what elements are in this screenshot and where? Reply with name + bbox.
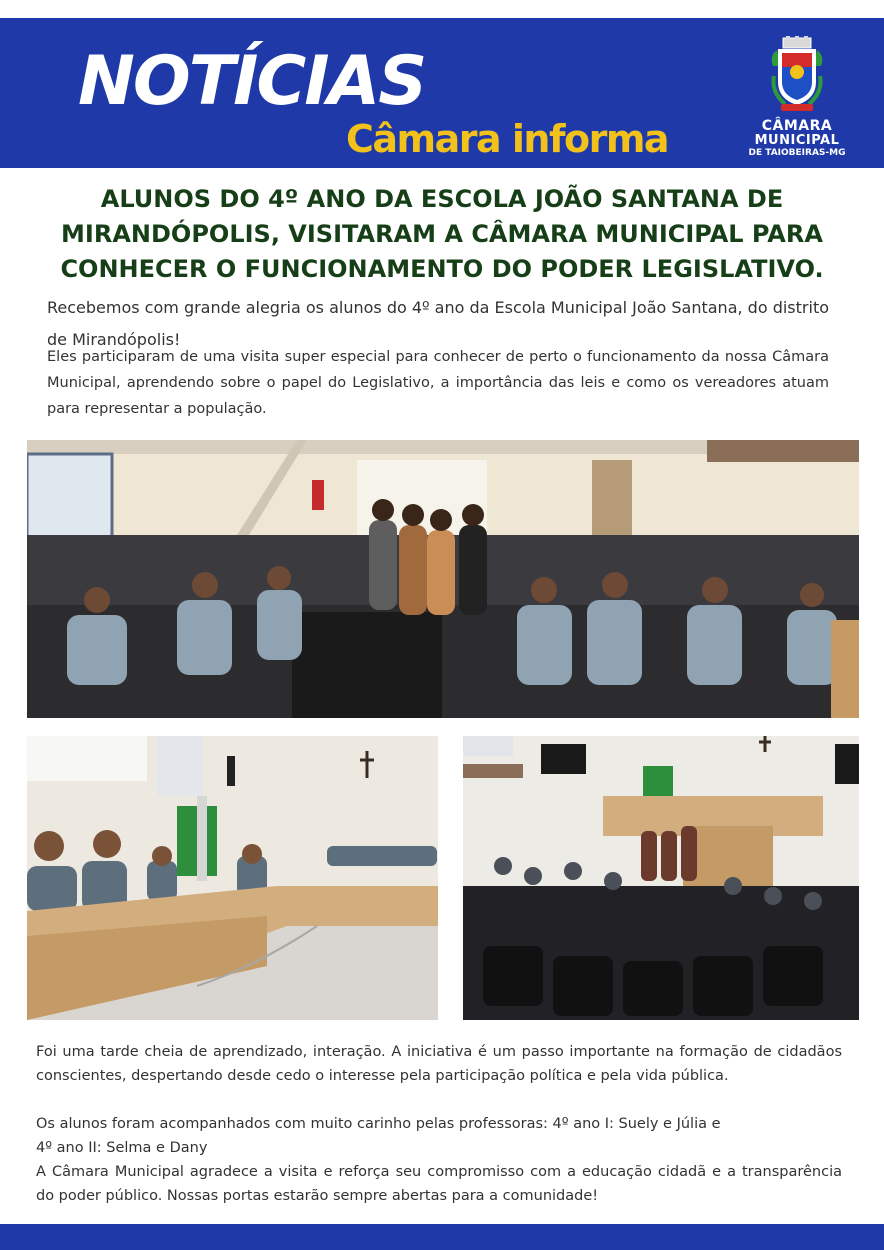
page-subtitle: Câmara informa (346, 117, 669, 161)
municipal-coat-of-arms-icon (769, 36, 825, 116)
article-headline: ALUNOS DO 4º ANO DA ESCOLA JOÃO SANTANA DE MIRANDÓPOLIS, VISITARAM A CÂMARA MUNICIPAL PARA CONHECER O FUNCIONAMENTO DO PODER LEGISLATIVO. (60, 185, 824, 283)
article-paragraph-1: Eles participaram de uma visita super especial para conhecer de perto o funcionamento da nossa Câmara Municipal, aprendendo sobre o papel do Legislativo, a importância das leis e como os vereadores atuam para representar a população. (47, 349, 829, 417)
camara-logo (732, 36, 862, 164)
article-intro: Recebemos com grande alegria os alunos do 4º ano da Escola Municipal João Santana, do distrito de Mirandópolis! (47, 298, 829, 349)
photo-students-at-desks (27, 736, 438, 1020)
teachers-line-2: 4º ano II: Selma e Dany (36, 1140, 208, 1156)
article-paragraph-2: Foi uma tarde cheia de aprendizado, interação. A iniciativa é um passo importante na formação de cidadãos conscientes, despertando desde cedo o interesse pela participação política e pela vida pública. (36, 1044, 842, 1084)
photo-plenary-overview (463, 736, 859, 1020)
photo-students-plenary-group (27, 440, 859, 718)
logo-text-camara: CÂMARA (761, 118, 833, 134)
article-paragraph-4: A Câmara Municipal agradece a visita e reforça seu compromisso com a educação cidadã e a transparência do poder público. Nossas portas estarão sempre abertas para a comunidade! (36, 1164, 842, 1204)
teachers-line-1: Os alunos foram acompanhados com muito carinho pelas professoras: 4º ano I: Suely e Júlia e (36, 1116, 721, 1132)
footer-bar (0, 1224, 884, 1250)
logo-text-municipal: MUNICIPAL (754, 133, 840, 148)
article-paragraph-3 (36, 1112, 842, 1160)
logo-text-city: DE TAIOBEIRAS-MG (748, 148, 846, 158)
header-banner (0, 18, 884, 168)
page-title: NOTÍCIAS (78, 42, 426, 121)
